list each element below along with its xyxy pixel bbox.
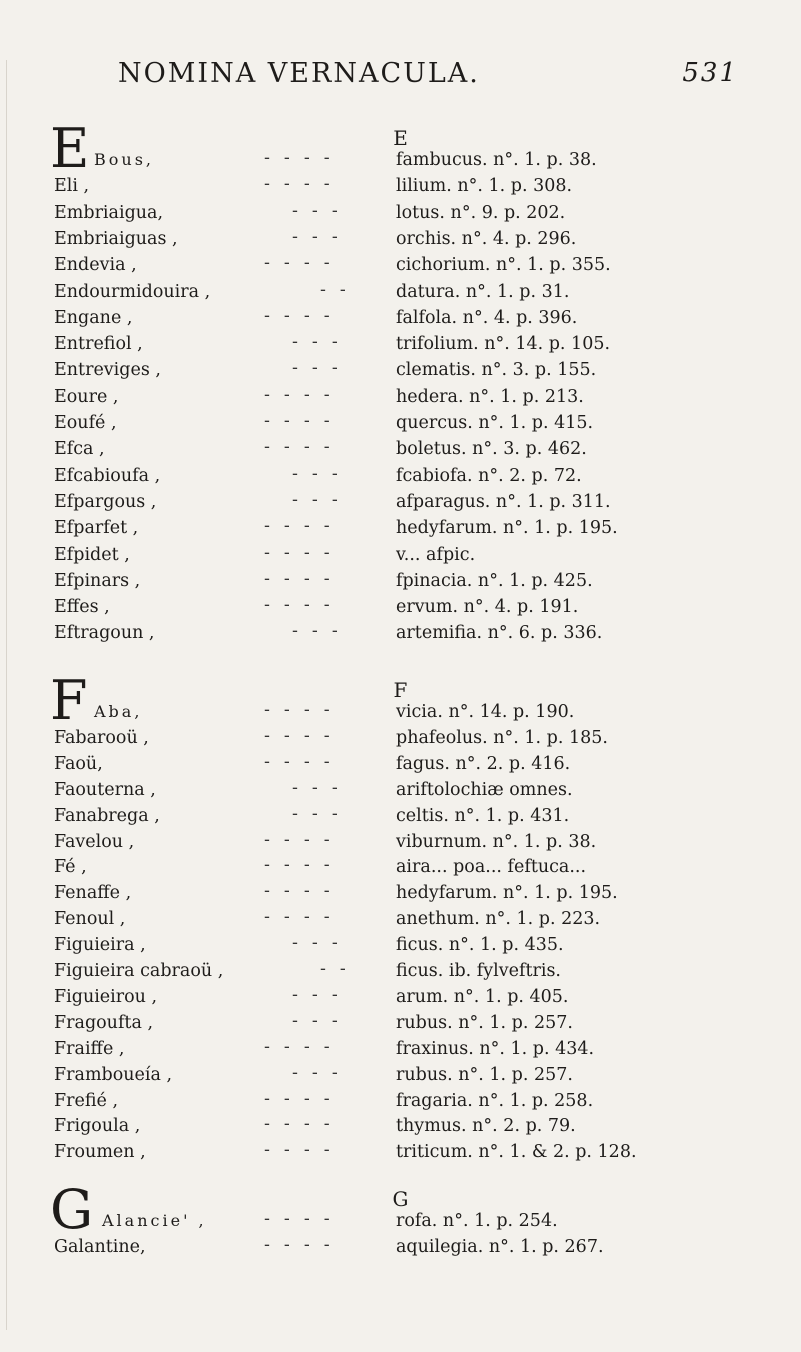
- latin-name: quercus. n°. 1. p. 415.: [396, 413, 594, 433]
- glossary-entry: [54, 829, 774, 858]
- leader-dashes: ---: [292, 621, 352, 642]
- vernacular-term: Bous,: [94, 150, 154, 169]
- latin-name: hedyfarum. n°. 1. p. 195.: [396, 883, 618, 904]
- leader-dashes: ----: [264, 907, 344, 928]
- glossary-entry: [50, 669, 774, 732]
- leader-dashes: ----: [264, 516, 344, 537]
- latin-name: celtis. n°. 1. p. 431.: [396, 805, 570, 826]
- latin-name: fragaria. n°. 1. p. 258.: [396, 1090, 594, 1111]
- leader-dashes: ----: [264, 595, 344, 616]
- glossary-entry: [54, 305, 774, 334]
- glossary-entry: [54, 751, 774, 780]
- latin-name: artemifia. n°. 6. p. 336.: [396, 623, 603, 644]
- latin-name: fpinacia. n°. 1. p. 425.: [396, 570, 593, 591]
- leader-dashes: ----: [264, 751, 344, 772]
- vernacular-term: Endourmidouira ,: [54, 281, 211, 302]
- glossary-entry: [50, 1178, 774, 1241]
- leader-dashes: ----: [264, 1140, 344, 1161]
- glossary-entry: [54, 176, 774, 202]
- glossary-entry: [54, 883, 774, 909]
- glossary-entry: [50, 117, 774, 180]
- glossary-entry: [54, 384, 774, 413]
- section-letter-f: F: [393, 678, 408, 702]
- glossary-entry: [54, 1116, 774, 1142]
- vernacular-term: Endevia ,: [54, 255, 137, 276]
- leader-dashes: ----: [264, 881, 344, 902]
- vernacular-term: Figuieirou ,: [54, 986, 158, 1007]
- leader-dashes: ---: [292, 226, 352, 247]
- vernacular-term: Efparfet ,: [54, 518, 139, 539]
- leader-dashes: --: [320, 279, 360, 300]
- leader-dashes: ----: [264, 384, 344, 405]
- latin-name: ariftolochiæ omnes.: [396, 779, 573, 800]
- vernacular-term: Efpargous ,: [54, 491, 157, 512]
- leader-dashes: ----: [264, 174, 344, 195]
- glossary-entry: [54, 439, 774, 465]
- vernacular-term: Eoufé ,: [54, 413, 117, 433]
- leader-dashes: ----: [264, 1114, 344, 1135]
- latin-name: fraxinus. n°. 1. p. 434.: [396, 1038, 595, 1059]
- latin-name: cichorium. n°. 1. p. 355.: [396, 255, 611, 276]
- latin-name: anethum. n°. 1. p. 223.: [396, 909, 601, 930]
- leader-dashes: ----: [264, 829, 344, 850]
- latin-name: fambucus. n°. 1. p. 38.: [396, 150, 597, 170]
- latin-name: hedera. n°. 1. p. 213.: [396, 386, 584, 407]
- glossary-entry: [54, 597, 774, 623]
- page-number: 531: [682, 58, 738, 88]
- leader-dashes: ----: [264, 411, 344, 431]
- glossary-entry: [54, 935, 774, 961]
- latin-name: falfola. n°. 4. p. 396.: [396, 307, 578, 328]
- drop-cap-e: E: [50, 117, 90, 180]
- leader-dashes: ----: [264, 725, 344, 746]
- vernacular-term: Fraiffe ,: [54, 1038, 125, 1059]
- glossary-entry: [54, 226, 774, 255]
- vernacular-term: Fragoufta ,: [54, 1012, 154, 1033]
- glossary-entry: [54, 255, 774, 281]
- leader-dashes: ---: [292, 1062, 352, 1083]
- section-letter-e: E: [393, 126, 408, 150]
- vernacular-term: Framboueía ,: [54, 1064, 173, 1085]
- leader-dashes: ----: [264, 542, 344, 563]
- latin-name: fcabiofa. n°. 2. p. 72.: [396, 465, 582, 486]
- vernacular-term: Embriaigua,: [54, 202, 164, 223]
- latin-name: v... afpic.: [396, 544, 476, 565]
- leader-dashes: ----: [264, 568, 344, 589]
- latin-name: vicia. n°. 14. p. 190.: [396, 702, 575, 722]
- glossary-entry: [54, 1010, 774, 1039]
- leader-dashes: ----: [264, 148, 344, 168]
- latin-name: lotus. n°. 9. p. 202.: [396, 202, 566, 223]
- leader-dashes: ---: [292, 200, 352, 221]
- vernacular-term: Aba,: [94, 702, 143, 721]
- vernacular-term: Figuieira cabraoü ,: [54, 961, 224, 981]
- latin-name: datura. n°. 1. p. 31.: [396, 281, 570, 302]
- glossary-entry: [54, 568, 774, 597]
- glossary-entry: [54, 334, 774, 360]
- glossary-entry: [54, 463, 774, 492]
- vernacular-term: Eoure ,: [54, 386, 119, 407]
- glossary-entry: [54, 1062, 774, 1091]
- glossary-entry: [54, 725, 774, 754]
- vernacular-term: Galantine,: [54, 1237, 146, 1257]
- vernacular-term: Entreviges ,: [54, 360, 161, 381]
- glossary-entry: [54, 279, 774, 308]
- vernacular-term: Efca ,: [54, 439, 105, 460]
- leader-dashes: ----: [264, 1088, 344, 1109]
- latin-name: hedyfarum. n°. 1. p. 195.: [396, 518, 618, 539]
- latin-name: orchis. n°. 4. p. 296.: [396, 228, 577, 249]
- latin-name: fagus. n°. 2. p. 416.: [396, 753, 571, 774]
- leader-dashes: ---: [292, 1010, 352, 1031]
- vernacular-term: Efcabioufa ,: [54, 465, 161, 486]
- vernacular-term: Favelou ,: [54, 831, 135, 852]
- vernacular-term: Engane ,: [54, 307, 133, 328]
- page-title: NOMINA VERNACULA.: [118, 58, 480, 89]
- latin-name: ficus. n°. 1. p. 435.: [396, 935, 564, 956]
- latin-name: rubus. n°. 1. p. 257.: [396, 1064, 573, 1085]
- latin-name: thymus. n°. 2. p. 79.: [396, 1116, 576, 1137]
- glossary-entry: [54, 413, 774, 439]
- vernacular-term: Faoü,: [54, 753, 103, 774]
- vernacular-term: Fé ,: [54, 857, 87, 878]
- leader-dashes: ---: [292, 489, 352, 510]
- leader-dashes: ----: [264, 1209, 344, 1229]
- leader-dashes: ----: [264, 437, 344, 458]
- glossary-entry: [54, 542, 774, 571]
- vernacular-term: Figuieira ,: [54, 935, 146, 956]
- leader-dashes: ----: [264, 305, 344, 326]
- latin-name: rofa. n°. 1. p. 254.: [396, 1211, 558, 1231]
- latin-name: aquilegia. n°. 1. p. 267.: [396, 1237, 604, 1257]
- vernacular-term: Fenaffe ,: [54, 883, 132, 904]
- latin-name: boletus. n°. 3. p. 462.: [396, 439, 587, 460]
- leader-dashes: ----: [264, 1036, 344, 1057]
- latin-name: aira... poa... feftuca...: [396, 857, 587, 878]
- vernacular-term: Entrefiol ,: [54, 334, 143, 355]
- vernacular-term: Embriaiguas ,: [54, 228, 178, 249]
- vernacular-term: Frefié ,: [54, 1090, 119, 1111]
- leader-dashes: ----: [264, 855, 344, 876]
- glossary-entry: [54, 857, 774, 883]
- leader-dashes: ---: [292, 332, 352, 353]
- vernacular-term: Fabarooü ,: [54, 727, 149, 748]
- glossary-entry: [54, 1088, 774, 1117]
- latin-name: trifolium. n°. 14. p. 105.: [396, 334, 611, 355]
- vernacular-term: Fenoul ,: [54, 909, 126, 930]
- vernacular-term: Efpidet ,: [54, 544, 130, 565]
- latin-name: afparagus. n°. 1. p. 311.: [396, 491, 611, 512]
- vernacular-term: Eli ,: [54, 176, 90, 197]
- leader-dashes: ---: [292, 463, 352, 484]
- glossary-entry: [54, 1036, 774, 1065]
- glossary-entry: [54, 489, 774, 518]
- leader-dashes: ---: [292, 933, 352, 954]
- leader-dashes: ----: [264, 253, 344, 274]
- running-head: [118, 58, 738, 89]
- drop-cap-f: F: [50, 669, 88, 732]
- latin-name: clematis. n°. 3. p. 155.: [396, 360, 597, 381]
- vernacular-term: Fanabrega ,: [54, 805, 160, 826]
- latin-name: triticum. n°. 1. & 2. p. 128.: [396, 1142, 637, 1163]
- vernacular-term: Frigoula ,: [54, 1116, 141, 1137]
- drop-cap-g: G: [50, 1178, 94, 1241]
- glossary-entry: [54, 803, 774, 832]
- glossary-entry: [54, 1237, 774, 1263]
- leader-dashes: ---: [292, 777, 352, 798]
- leader-dashes: --: [320, 959, 360, 979]
- glossary-entry: [54, 777, 774, 806]
- leader-dashes: ----: [264, 700, 344, 720]
- leader-dashes: ---: [292, 984, 352, 1005]
- glossary-entry: [54, 984, 774, 1013]
- glossary-entry: [54, 961, 774, 987]
- section-letter-g: G: [392, 1187, 409, 1211]
- glossary-entry: [54, 200, 774, 229]
- vernacular-term: Efpinars ,: [54, 570, 141, 591]
- leader-dashes: ---: [292, 803, 352, 824]
- vernacular-term: Alancie' ,: [102, 1211, 207, 1230]
- glossary-entry: [54, 518, 774, 544]
- latin-name: arum. n°. 1. p. 405.: [396, 986, 569, 1007]
- latin-name: lilium. n°. 1. p. 308.: [396, 176, 573, 197]
- leader-dashes: ---: [292, 358, 352, 379]
- glossary-entry: [54, 623, 774, 649]
- leader-dashes: ----: [264, 1235, 344, 1255]
- vernacular-term: Effes ,: [54, 597, 110, 618]
- glossary-entry: [54, 1142, 774, 1168]
- glossary-entry: [54, 360, 774, 386]
- latin-name: viburnum. n°. 1. p. 38.: [396, 831, 597, 852]
- latin-name: phafeolus. n°. 1. p. 185.: [396, 727, 608, 748]
- latin-name: rubus. n°. 1. p. 257.: [396, 1012, 573, 1033]
- vernacular-term: Froumen ,: [54, 1142, 146, 1163]
- latin-name: ficus. ib. fylveftris.: [396, 961, 561, 981]
- latin-name: ervum. n°. 4. p. 191.: [396, 597, 579, 618]
- vernacular-term: Faouterna ,: [54, 779, 156, 800]
- glossary-entry: [54, 909, 774, 935]
- vernacular-term: Eftragoun ,: [54, 623, 155, 644]
